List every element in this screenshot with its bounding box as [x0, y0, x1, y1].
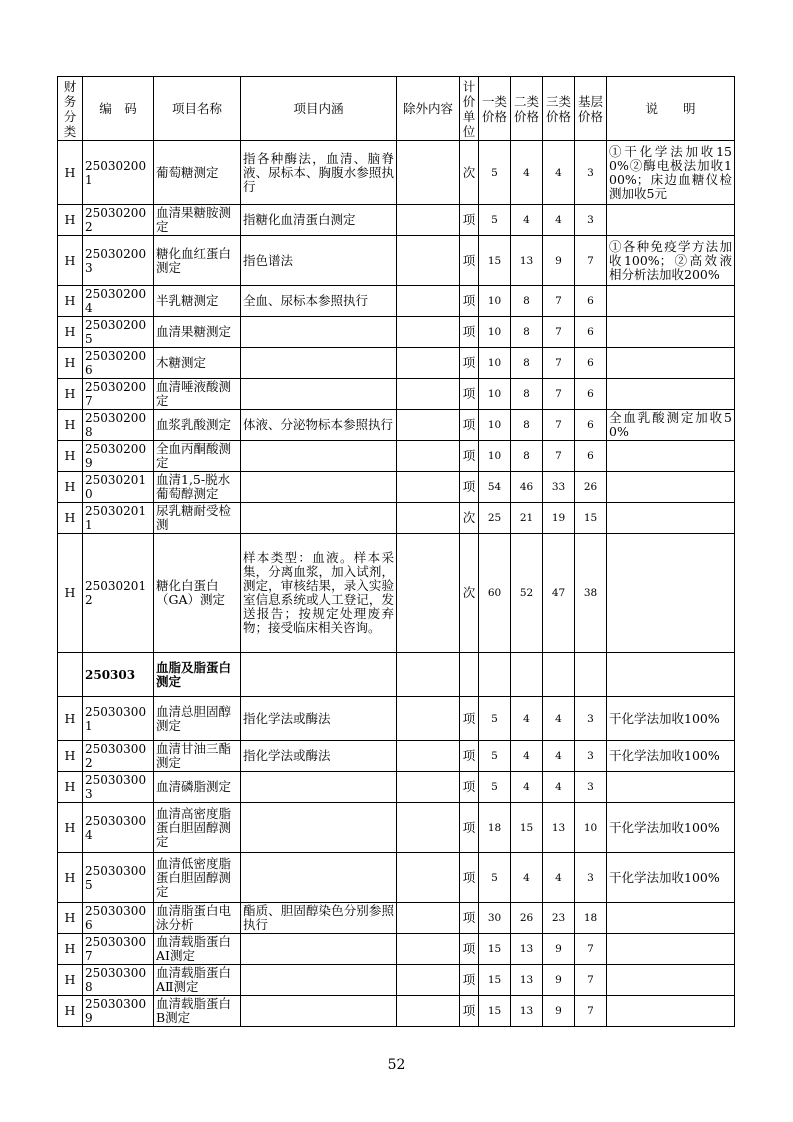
table-row: [58, 441, 735, 472]
cell-price1: 15: [479, 934, 511, 965]
table-row: [58, 205, 735, 236]
cell-price2: 8: [511, 348, 543, 379]
page-number: 52: [387, 1057, 406, 1073]
cell-note: 全血乳酸测定加收50%: [607, 410, 735, 441]
cell-code: 250302007: [83, 379, 154, 410]
cell-price3: 4: [543, 141, 575, 205]
cell-unit: 项: [460, 697, 479, 741]
cell-name: 血脂及脂蛋白测定: [154, 653, 241, 697]
table-row: [58, 996, 735, 1027]
cell-category: H: [58, 903, 83, 934]
cell-category: H: [58, 141, 83, 205]
cell-note: ①各种免疫学方法加收100%；②高效液相分析法加收200%: [607, 236, 735, 286]
cell-note: [607, 379, 735, 410]
cell-code: 250302008: [83, 410, 154, 441]
table-row: [58, 472, 735, 503]
cell-price3: 4: [543, 205, 575, 236]
cell-exclude: [397, 141, 460, 205]
cell-code: 250302011: [83, 503, 154, 534]
cell-code: 250302002: [83, 205, 154, 236]
cell-exclude: [397, 236, 460, 286]
table-row: [58, 410, 735, 441]
cell-content: [241, 934, 397, 965]
cell-price2: 26: [511, 903, 543, 934]
cell-price2: 4: [511, 741, 543, 772]
cell-code: 250302012: [83, 534, 154, 653]
cell-price-base: [575, 653, 607, 697]
cell-price1: 60: [479, 534, 511, 653]
cell-price2: 8: [511, 379, 543, 410]
table-row: [58, 286, 735, 317]
cell-unit: 项: [460, 472, 479, 503]
cell-unit: 项: [460, 441, 479, 472]
cell-name: 血清果糖胺测定: [154, 205, 241, 236]
cell-exclude: [397, 903, 460, 934]
cell-name: 血清载脂蛋白B测定: [154, 996, 241, 1027]
header-row: [58, 77, 735, 141]
cell-unit: 项: [460, 205, 479, 236]
cell-price1: 5: [479, 205, 511, 236]
cell-price-base: 10: [575, 803, 607, 853]
cell-price1: 5: [479, 697, 511, 741]
cell-note: [607, 965, 735, 996]
cell-price1: 10: [479, 317, 511, 348]
cell-note: 干化学法加收100%: [607, 741, 735, 772]
cell-category: H: [58, 441, 83, 472]
cell-price3: 4: [543, 772, 575, 803]
cell-category: H: [58, 996, 83, 1027]
cell-unit: 项: [460, 317, 479, 348]
cell-name: 血清载脂蛋白AⅠ测定: [154, 934, 241, 965]
header-name: 项目名称: [154, 77, 241, 141]
cell-note: [607, 317, 735, 348]
cell-price-base: 7: [575, 934, 607, 965]
cell-name: 糖化血红蛋白测定: [154, 236, 241, 286]
cell-exclude: [397, 534, 460, 653]
cell-name: 半乳糖测定: [154, 286, 241, 317]
table-row: [58, 503, 735, 534]
cell-price1: 18: [479, 803, 511, 853]
table-body: [58, 141, 735, 1027]
cell-price2: 15: [511, 803, 543, 853]
cell-note: [607, 472, 735, 503]
cell-content: [241, 772, 397, 803]
cell-category: H: [58, 472, 83, 503]
cell-price3: 23: [543, 903, 575, 934]
cell-price3: 4: [543, 853, 575, 903]
cell-category: H: [58, 697, 83, 741]
cell-price2: 8: [511, 410, 543, 441]
cell-name: 血清载脂蛋白AⅡ测定: [154, 965, 241, 996]
cell-unit: 次: [460, 503, 479, 534]
cell-unit: 项: [460, 410, 479, 441]
cell-note: [607, 503, 735, 534]
cell-price1: 54: [479, 472, 511, 503]
cell-note: [607, 205, 735, 236]
cell-price1: 15: [479, 965, 511, 996]
cell-note: [607, 903, 735, 934]
cell-code: 250302010: [83, 472, 154, 503]
cell-content: [241, 853, 397, 903]
cell-content: [241, 379, 397, 410]
cell-content: 酯质、胆固醇染色分别参照执行: [241, 903, 397, 934]
cell-category: H: [58, 803, 83, 853]
cell-price-base: 6: [575, 410, 607, 441]
cell-price-base: 3: [575, 205, 607, 236]
cell-exclude: [397, 317, 460, 348]
cell-content: 全血、尿标本参照执行: [241, 286, 397, 317]
cell-exclude: [397, 934, 460, 965]
cell-name: 血清低密度脂蛋白胆固醇测定: [154, 853, 241, 903]
cell-price-base: 7: [575, 236, 607, 286]
header-category: 财务分类: [58, 77, 83, 141]
cell-price3: 7: [543, 317, 575, 348]
cell-price2: 13: [511, 236, 543, 286]
cell-price1: 5: [479, 741, 511, 772]
cell-price-base: 6: [575, 379, 607, 410]
cell-category: H: [58, 410, 83, 441]
header-note: 说 明: [607, 77, 735, 141]
cell-name: 血清唾液酸测定: [154, 379, 241, 410]
cell-code: 250303006: [83, 903, 154, 934]
price-table: [57, 76, 735, 1027]
cell-note: [607, 348, 735, 379]
cell-exclude: [397, 853, 460, 903]
cell-price-base: 15: [575, 503, 607, 534]
cell-price2: 4: [511, 141, 543, 205]
header-unit: 计价单位: [460, 77, 479, 141]
cell-price3: 7: [543, 286, 575, 317]
cell-price2: 21: [511, 503, 543, 534]
cell-exclude: [397, 653, 460, 697]
cell-exclude: [397, 965, 460, 996]
cell-content: [241, 317, 397, 348]
cell-name: 木糖测定: [154, 348, 241, 379]
cell-code: 250303009: [83, 996, 154, 1027]
cell-price2: 52: [511, 534, 543, 653]
cell-unit: 项: [460, 772, 479, 803]
cell-unit: 项: [460, 996, 479, 1027]
cell-exclude: [397, 697, 460, 741]
cell-code: 250303007: [83, 934, 154, 965]
cell-price-base: 6: [575, 348, 607, 379]
cell-price3: 4: [543, 741, 575, 772]
cell-price3: 9: [543, 934, 575, 965]
table-row: [58, 853, 735, 903]
cell-code: 250303001: [83, 697, 154, 741]
cell-content: [241, 965, 397, 996]
cell-code: 250303003: [83, 772, 154, 803]
cell-note: 干化学法加收100%: [607, 697, 735, 741]
header-content: 项目内涵: [241, 77, 397, 141]
cell-name: 血浆乳酸测定: [154, 410, 241, 441]
cell-price3: 47: [543, 534, 575, 653]
cell-exclude: [397, 379, 460, 410]
cell-price-base: 18: [575, 903, 607, 934]
cell-category: H: [58, 772, 83, 803]
cell-category: H: [58, 853, 83, 903]
cell-price-base: 3: [575, 853, 607, 903]
cell-content: [241, 803, 397, 853]
cell-code: 250302004: [83, 286, 154, 317]
cell-note: [607, 534, 735, 653]
header-code: 编 码: [83, 77, 154, 141]
cell-exclude: [397, 441, 460, 472]
cell-price2: 4: [511, 772, 543, 803]
cell-content: 指化学法或酶法: [241, 741, 397, 772]
cell-price2: 4: [511, 853, 543, 903]
cell-exclude: [397, 410, 460, 441]
cell-price-base: 3: [575, 697, 607, 741]
cell-exclude: [397, 772, 460, 803]
cell-price1: 5: [479, 141, 511, 205]
cell-note: 干化学法加收100%: [607, 803, 735, 853]
header-exclude: 除外内容: [397, 77, 460, 141]
cell-price-base: 26: [575, 472, 607, 503]
cell-price3: 9: [543, 996, 575, 1027]
cell-content: 指化学法或酶法: [241, 697, 397, 741]
cell-price1: 10: [479, 410, 511, 441]
cell-content: [241, 996, 397, 1027]
cell-price2: 4: [511, 697, 543, 741]
cell-price-base: 6: [575, 441, 607, 472]
cell-price-base: 7: [575, 996, 607, 1027]
cell-exclude: [397, 205, 460, 236]
cell-price-base: 3: [575, 141, 607, 205]
cell-content: [241, 441, 397, 472]
cell-unit: 项: [460, 236, 479, 286]
header-price2: 二类价格: [511, 77, 543, 141]
cell-name: 血清高密度脂蛋白胆固醇测定: [154, 803, 241, 853]
cell-price1: 25: [479, 503, 511, 534]
cell-name: 糖化白蛋白（GA）测定: [154, 534, 241, 653]
cell-category: H: [58, 236, 83, 286]
cell-code: 250303: [83, 653, 154, 697]
table-row: [58, 741, 735, 772]
cell-unit: 项: [460, 903, 479, 934]
cell-price3: 7: [543, 410, 575, 441]
cell-exclude: [397, 348, 460, 379]
cell-content: [241, 503, 397, 534]
cell-code: 250302009: [83, 441, 154, 472]
cell-price3: 13: [543, 803, 575, 853]
table-row: [58, 803, 735, 853]
cell-code: 250302003: [83, 236, 154, 286]
cell-price2: 46: [511, 472, 543, 503]
cell-category: H: [58, 205, 83, 236]
table-row: [58, 772, 735, 803]
cell-price1: 5: [479, 853, 511, 903]
cell-note: [607, 441, 735, 472]
header-price1: 一类价格: [479, 77, 511, 141]
cell-note: [607, 934, 735, 965]
cell-name: 血清1,5-脱水葡萄醇测定: [154, 472, 241, 503]
cell-price3: 4: [543, 697, 575, 741]
cell-note: [607, 772, 735, 803]
cell-content: 体液、分泌物标本参照执行: [241, 410, 397, 441]
cell-name: 血清总胆固醇测定: [154, 697, 241, 741]
cell-price1: 10: [479, 441, 511, 472]
cell-exclude: [397, 996, 460, 1027]
cell-category: [58, 653, 83, 697]
cell-price2: 8: [511, 441, 543, 472]
table-row: [58, 697, 735, 741]
cell-code: 250303004: [83, 803, 154, 853]
cell-category: H: [58, 934, 83, 965]
cell-price-base: 6: [575, 317, 607, 348]
cell-price-base: 6: [575, 286, 607, 317]
cell-name: 血清磷脂测定: [154, 772, 241, 803]
cell-unit: [460, 653, 479, 697]
cell-price2: 8: [511, 317, 543, 348]
cell-content: 指糖化血清蛋白测定: [241, 205, 397, 236]
cell-code: 250303008: [83, 965, 154, 996]
header-price-base: 基层价格: [575, 77, 607, 141]
cell-code: 250302005: [83, 317, 154, 348]
cell-category: H: [58, 379, 83, 410]
cell-content: [241, 653, 397, 697]
header-price3: 三类价格: [543, 77, 575, 141]
cell-price1: 15: [479, 236, 511, 286]
cell-unit: 项: [460, 965, 479, 996]
table-row: [58, 934, 735, 965]
cell-content: [241, 472, 397, 503]
cell-price1: 10: [479, 348, 511, 379]
cell-code: 250303002: [83, 741, 154, 772]
cell-category: H: [58, 534, 83, 653]
cell-content: 指色谱法: [241, 236, 397, 286]
cell-category: H: [58, 741, 83, 772]
cell-category: H: [58, 348, 83, 379]
cell-exclude: [397, 803, 460, 853]
cell-price-base: 3: [575, 741, 607, 772]
cell-unit: 项: [460, 741, 479, 772]
cell-unit: 次: [460, 534, 479, 653]
table-row: [58, 236, 735, 286]
cell-price1: 5: [479, 772, 511, 803]
cell-note: ①干化学法加收150%②酶电极法加收100%；床边血糖仪检测加收5元: [607, 141, 735, 205]
cell-price1: 10: [479, 379, 511, 410]
cell-name: 血清脂蛋白电泳分析: [154, 903, 241, 934]
cell-note: [607, 653, 735, 697]
cell-price3: 7: [543, 441, 575, 472]
table-row: [58, 653, 735, 697]
table-row: [58, 534, 735, 653]
cell-unit: 次: [460, 141, 479, 205]
table-row: [58, 965, 735, 996]
cell-category: H: [58, 286, 83, 317]
cell-note: 干化学法加收100%: [607, 853, 735, 903]
cell-price1: 15: [479, 996, 511, 1027]
cell-unit: 项: [460, 348, 479, 379]
cell-price3: 9: [543, 236, 575, 286]
cell-price3: 7: [543, 379, 575, 410]
cell-price2: 13: [511, 965, 543, 996]
cell-note: [607, 996, 735, 1027]
cell-price3: [543, 653, 575, 697]
cell-unit: 项: [460, 934, 479, 965]
cell-unit: 项: [460, 853, 479, 903]
cell-price1: [479, 653, 511, 697]
cell-price3: 33: [543, 472, 575, 503]
cell-price1: 30: [479, 903, 511, 934]
cell-note: [607, 286, 735, 317]
cell-price3: 19: [543, 503, 575, 534]
cell-content: 指各种酶法，血清、脑脊液、尿标本、胸腹水参照执行: [241, 141, 397, 205]
cell-price-base: 3: [575, 772, 607, 803]
table-row: [58, 348, 735, 379]
cell-name: 血清果糖测定: [154, 317, 241, 348]
cell-content: [241, 348, 397, 379]
cell-unit: 项: [460, 803, 479, 853]
cell-name: 尿乳糖耐受检测: [154, 503, 241, 534]
cell-code: 250303005: [83, 853, 154, 903]
cell-category: H: [58, 317, 83, 348]
cell-exclude: [397, 503, 460, 534]
cell-price2: 13: [511, 934, 543, 965]
cell-name: 葡萄糖测定: [154, 141, 241, 205]
cell-exclude: [397, 286, 460, 317]
cell-exclude: [397, 741, 460, 772]
cell-code: 250302001: [83, 141, 154, 205]
cell-name: 全血丙酮酸测定: [154, 441, 241, 472]
cell-price3: 7: [543, 348, 575, 379]
cell-code: 250302006: [83, 348, 154, 379]
cell-price2: 13: [511, 996, 543, 1027]
table-row: [58, 903, 735, 934]
table-row: [58, 141, 735, 205]
cell-unit: 项: [460, 379, 479, 410]
cell-price-base: 7: [575, 965, 607, 996]
cell-name: 血清甘油三酯测定: [154, 741, 241, 772]
cell-price-base: 38: [575, 534, 607, 653]
cell-exclude: [397, 472, 460, 503]
cell-unit: 项: [460, 286, 479, 317]
cell-price2: 8: [511, 286, 543, 317]
cell-category: H: [58, 503, 83, 534]
cell-price2: 4: [511, 205, 543, 236]
cell-content: 样本类型：血液。样本采集，分离血浆，加入试剂，测定，审核结果，录入实验室信息系统或人工登记，发送报告；按规定处理废弃物；接受临床相关咨询。: [241, 534, 397, 653]
table-row: [58, 379, 735, 410]
table-row: [58, 317, 735, 348]
cell-price3: 9: [543, 965, 575, 996]
cell-category: H: [58, 965, 83, 996]
cell-price1: 10: [479, 286, 511, 317]
cell-price2: [511, 653, 543, 697]
